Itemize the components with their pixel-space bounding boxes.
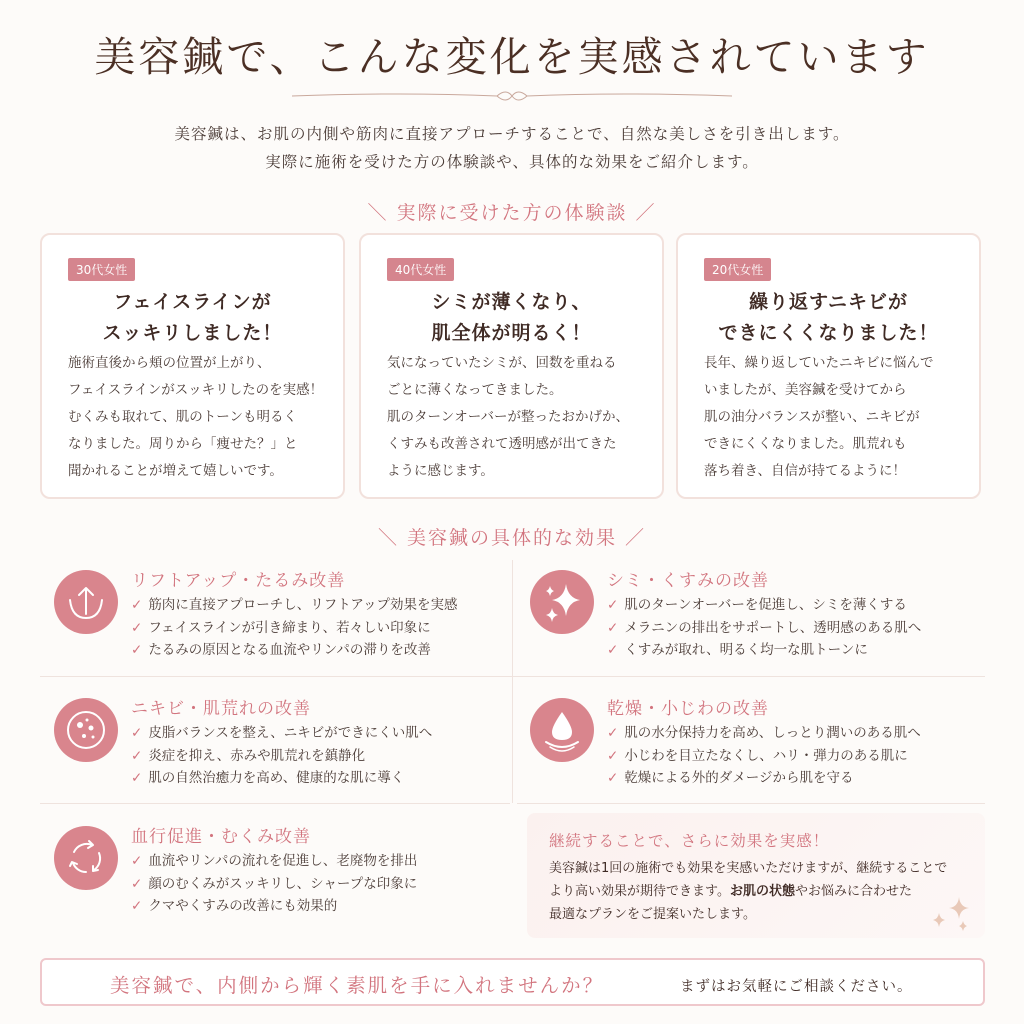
effect-point-text: くすみが取れ、明るく均一な肌トーンに bbox=[624, 642, 868, 658]
effect-point-text: 顔のむくみがスッキリし、シャープな印象に bbox=[148, 875, 418, 892]
age-badge: 30代女性 bbox=[68, 258, 135, 281]
continuation-text: やお悩みに合わせた bbox=[794, 884, 912, 899]
effect-points bbox=[607, 594, 921, 662]
card-body-line: できにくくなりました。肌荒れも bbox=[704, 436, 907, 452]
effect-point-text: 皮脂バランスを整え、ニキビができにくい肌へ bbox=[148, 725, 433, 741]
check-icon: ✓ bbox=[607, 725, 619, 741]
testimonial-cards bbox=[40, 233, 985, 503]
check-icon: ✓ bbox=[131, 853, 143, 869]
card-body bbox=[68, 350, 330, 485]
effect-point bbox=[131, 873, 417, 896]
effect-point bbox=[607, 639, 921, 662]
effect-points bbox=[131, 594, 457, 662]
effect-title: 血行促進・むくみ改善 bbox=[131, 827, 311, 847]
effects-heading-label: 美容鍼の具体的な効果 bbox=[406, 527, 617, 549]
heading-slash-right: ／ bbox=[635, 202, 657, 224]
continuation-line: 美容鍼は1回の施術でも効果を実感いただけますが、継続することで bbox=[549, 861, 948, 876]
cta-main-text: 美容鍼で、内側から輝く素肌を手に入れませんか？ bbox=[110, 974, 605, 997]
check-icon: ✓ bbox=[607, 747, 619, 764]
card-title-line: 肌全体が明るく！ bbox=[431, 322, 592, 344]
card-body-line: いましたが、美容鍼を受けてから bbox=[704, 382, 907, 398]
effect-item bbox=[516, 562, 986, 684]
continuation-body bbox=[549, 857, 947, 926]
check-icon: ✓ bbox=[607, 642, 619, 658]
check-icon: ✓ bbox=[607, 619, 619, 636]
continuation-line: 最適なプランをご提案いたします。 bbox=[549, 907, 756, 922]
card-title-line: できにくくなりました！ bbox=[718, 322, 939, 344]
check-icon: ✓ bbox=[131, 898, 143, 914]
effect-item bbox=[516, 690, 986, 812]
intro-line: 実際に施術を受けた方の体験談や、具体的な効果をご紹介します。 bbox=[265, 153, 759, 171]
effect-item bbox=[40, 690, 510, 812]
card-title bbox=[42, 287, 343, 349]
card-body-line: 聞かれることが増えて嬉しいです。 bbox=[68, 463, 283, 479]
testimonials-heading-label: 実際に受けた方の体験談 bbox=[396, 202, 628, 224]
card-body-line: ように感じます。 bbox=[387, 463, 494, 479]
card-title-line: シミが薄くなり、 bbox=[431, 291, 592, 313]
age-badge: 20代女性 bbox=[704, 258, 771, 281]
effect-point-text: 炎症を抑え、赤みや肌荒れを鎮静化 bbox=[148, 747, 366, 764]
heading-slash-right: ／ bbox=[625, 527, 647, 549]
effect-point-text: 筋肉に直接アプローチし、リフトアップ効果を実感 bbox=[148, 597, 458, 613]
card-body-line: 落ち着き、自信が持てるように！ bbox=[704, 463, 906, 479]
check-icon: ✓ bbox=[131, 642, 143, 658]
effect-point bbox=[131, 850, 417, 873]
effect-point bbox=[131, 594, 457, 617]
card-body-line: 気になっていたシミが、回数を重ねる bbox=[387, 355, 617, 371]
effect-points bbox=[131, 722, 432, 790]
effect-point-text: フェイスラインが引き締まり、若々しい印象に bbox=[148, 619, 431, 636]
circulation-icon bbox=[54, 826, 118, 890]
check-icon: ✓ bbox=[131, 619, 143, 636]
effect-point bbox=[131, 745, 432, 768]
check-icon: ✓ bbox=[131, 725, 143, 741]
effect-title: リフトアップ・たるみ改善 bbox=[131, 571, 346, 591]
effect-points bbox=[607, 722, 921, 790]
continuation-emphasis: お肌の状態 bbox=[729, 884, 795, 899]
card-body-line: むくみも取れて、肌のトーンも明るく bbox=[68, 409, 297, 425]
effect-point-text: 肌の水分保持力を高め、しっとり潤いのある肌へ bbox=[624, 725, 921, 741]
continuation-title: 継続することで、さらに効果を実感！ bbox=[549, 832, 830, 850]
testimonial-card bbox=[359, 233, 664, 499]
effect-item bbox=[40, 562, 510, 684]
card-title-line: スッキリしました！ bbox=[102, 322, 283, 344]
cta-banner[interactable] bbox=[40, 958, 985, 1006]
skin-dots-icon bbox=[54, 698, 118, 762]
effect-point bbox=[131, 767, 432, 790]
effect-point-text: 肌の自然治癒力を高め、健康的な肌に導く bbox=[148, 770, 405, 786]
heading-slash-left: ＼ bbox=[377, 527, 399, 549]
effect-point-text: 血流やリンパの流れを促進し、老廃物を排出 bbox=[148, 853, 418, 869]
check-icon: ✓ bbox=[131, 875, 143, 892]
testimonial-card bbox=[40, 233, 345, 499]
check-icon: ✓ bbox=[131, 770, 143, 786]
effect-title: 乾燥・小じわの改善 bbox=[607, 699, 769, 719]
sparkle-icon bbox=[530, 570, 594, 634]
effect-points bbox=[131, 850, 417, 918]
effect-point bbox=[131, 617, 457, 640]
page-title: 美容鍼で、こんな変化を実感されています bbox=[94, 33, 930, 81]
effect-title: ニキビ・肌荒れの改善 bbox=[131, 699, 311, 719]
card-body-line: なりました。周りから「痩せた？」と bbox=[68, 436, 298, 452]
continuation-line bbox=[549, 880, 947, 903]
effect-point bbox=[607, 745, 921, 768]
continuation-text: より高い効果が期待できます。 bbox=[549, 884, 730, 899]
effect-point-text: メラニンの排出をサポートし、透明感のある肌へ bbox=[624, 619, 922, 636]
card-body-line: 肌の油分バランスが整い、ニキビが bbox=[704, 409, 920, 425]
card-body-line: 施術直後から頬の位置が上がり、 bbox=[68, 355, 271, 371]
continuation-box bbox=[527, 813, 985, 938]
intro-text bbox=[0, 120, 1024, 176]
card-body-line: フェイスラインがスッキリしたのを実感！ bbox=[68, 382, 324, 398]
sparkle-decoration-icon bbox=[927, 895, 977, 935]
card-title bbox=[361, 287, 662, 349]
lift-arrow-icon bbox=[54, 570, 118, 634]
effect-point bbox=[607, 594, 921, 617]
intro-line: 美容鍼は、お肌の内側や筋肉に直接アプローチすることで、自然な美しさを引き出します。 bbox=[174, 125, 850, 143]
check-icon: ✓ bbox=[131, 597, 143, 613]
effect-title: シミ・くすみの改善 bbox=[607, 571, 769, 591]
card-body bbox=[704, 350, 966, 485]
card-body-line: 肌のターンオーバーが整ったおかげか、 bbox=[387, 409, 630, 425]
card-title-line: フェイスラインが bbox=[113, 291, 272, 313]
effect-point-text: 小じわを目立たなくし、ハリ・弾力のある肌に bbox=[624, 747, 908, 764]
effect-point bbox=[131, 722, 432, 745]
title-ornament bbox=[292, 86, 732, 106]
card-title-line: 繰り返すニキビが bbox=[748, 291, 909, 313]
effect-point bbox=[607, 617, 921, 640]
check-icon: ✓ bbox=[131, 747, 143, 764]
card-body-line: ごとに薄くなってきました。 bbox=[387, 382, 563, 398]
testimonials-heading bbox=[0, 198, 1024, 225]
effect-point-text: 乾燥による外的ダメージから肌を守る bbox=[624, 770, 854, 786]
cta-sub-text: まずはお気軽にご相談ください。 bbox=[680, 979, 913, 995]
check-icon: ✓ bbox=[607, 770, 619, 786]
effect-point-text: 肌のターンオーバーを促進し、シミを薄くする bbox=[624, 597, 907, 613]
card-body-line: くすみも改善されて透明感が出てきた bbox=[387, 436, 617, 452]
effect-point bbox=[607, 722, 921, 745]
heading-slash-left: ＼ bbox=[367, 202, 389, 224]
age-badge: 40代女性 bbox=[387, 258, 454, 281]
effects-heading bbox=[0, 523, 1024, 550]
water-drop-icon bbox=[530, 698, 594, 762]
effect-point-text: たるみの原因となる血流やリンパの滞りを改善 bbox=[148, 642, 431, 658]
effect-point bbox=[131, 895, 417, 918]
check-icon: ✓ bbox=[607, 597, 619, 613]
card-body bbox=[387, 350, 649, 485]
testimonial-card bbox=[676, 233, 981, 499]
effect-item bbox=[40, 818, 510, 940]
effect-point bbox=[607, 767, 921, 790]
card-body-line: 長年、繰り返していたニキビに悩んで bbox=[704, 355, 934, 371]
effect-point-text: クマやくすみの改善にも効果的 bbox=[148, 898, 338, 914]
effects-divider-vertical bbox=[512, 560, 513, 803]
card-title bbox=[678, 287, 979, 349]
effect-point bbox=[131, 639, 457, 662]
